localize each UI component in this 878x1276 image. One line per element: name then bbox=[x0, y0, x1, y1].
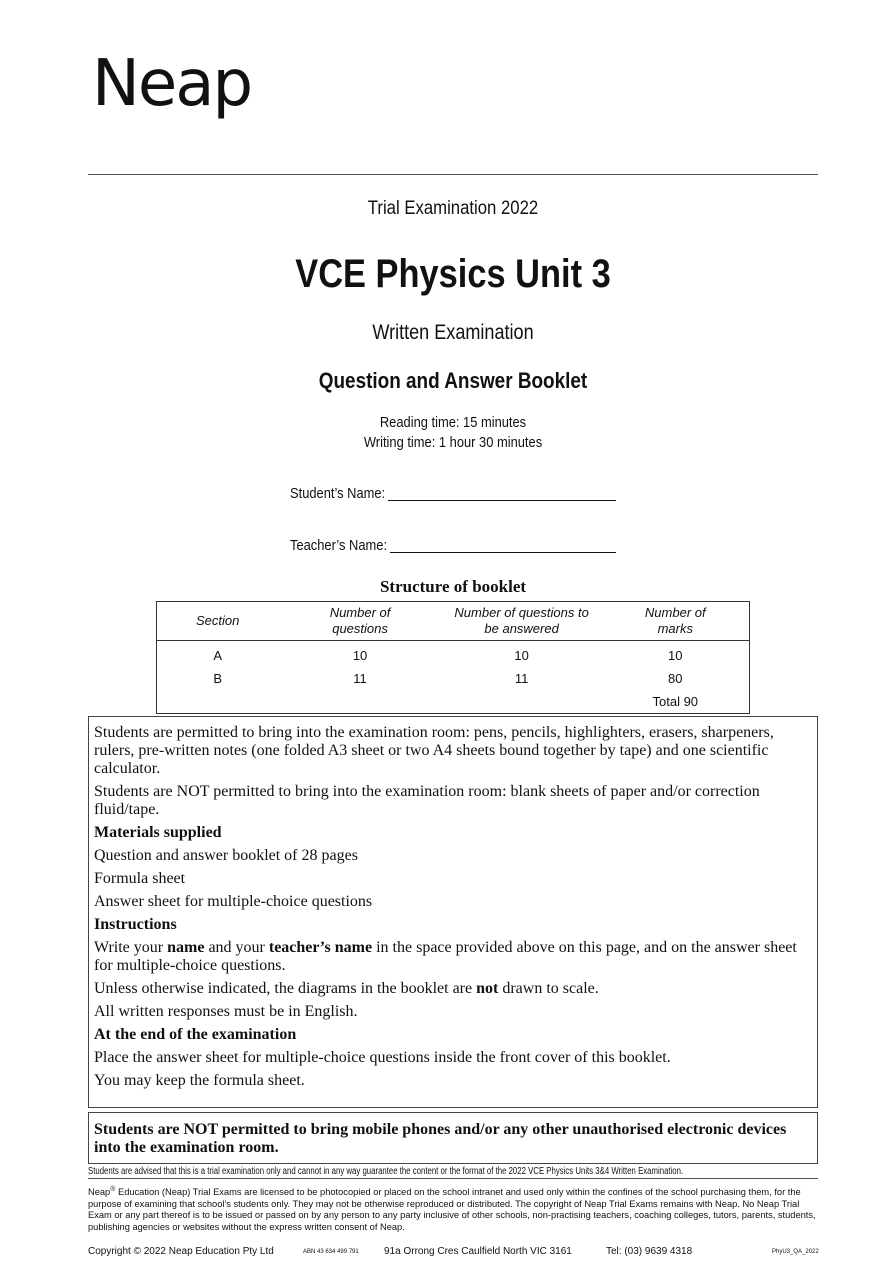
document-code: PhyU3_QA_2022 bbox=[772, 1249, 819, 1255]
mobile-phone-warning: Students are NOT permitted to bring mobile phones and/or any other unauthorised electronic devices into the examination room. bbox=[94, 1121, 787, 1156]
table-row bbox=[157, 667, 750, 690]
end-instruction: You may keep the formula sheet. bbox=[94, 1072, 305, 1089]
instructions-heading: Instructions bbox=[94, 916, 177, 933]
diagrams-instruction: Unless otherwise indicated, the diagrams in the booklet are not drawn to scale. bbox=[94, 980, 599, 997]
writing-time: Writing time: 1 hour 30 minutes bbox=[363, 434, 543, 451]
booklet-title: Question and Answer Booklet bbox=[318, 368, 588, 393]
total-marks: Total 90 bbox=[652, 694, 699, 709]
structure-table bbox=[156, 601, 750, 714]
copyright: Copyright © 2022 Neap Education Pty Ltd bbox=[88, 1246, 274, 1257]
teacher-name-label: Teacher’s Name: bbox=[290, 537, 388, 554]
write-name-instruction: Write your name and your teacher’s name in the space provided above on this page, and on the answer sheet for multiple-choice questions. bbox=[94, 939, 797, 974]
instructions-box bbox=[88, 716, 818, 1108]
student-name-label: Student’s Name: bbox=[290, 485, 386, 502]
table-cell: 11 bbox=[514, 671, 529, 686]
warning-box bbox=[88, 1112, 818, 1164]
teacher-name-field[interactable] bbox=[390, 552, 616, 553]
page-title: VCE Physics Unit 3 bbox=[295, 252, 611, 296]
table-cell: 10 bbox=[514, 648, 529, 663]
material-item: Formula sheet bbox=[94, 870, 186, 887]
table-cell: 10 bbox=[668, 648, 683, 663]
table-cell: 80 bbox=[668, 671, 683, 686]
student-name-field[interactable] bbox=[388, 500, 616, 501]
table-cell: A bbox=[213, 648, 223, 663]
materials-heading: Materials supplied bbox=[94, 824, 222, 841]
structure-heading: Structure of booklet bbox=[379, 577, 527, 596]
table-cell: 10 bbox=[352, 648, 368, 663]
material-item: Answer sheet for multiple-choice questions bbox=[94, 893, 373, 910]
english-instruction: All written responses must be in English. bbox=[94, 1003, 358, 1020]
column-header: Number of questions bbox=[278, 602, 441, 641]
table-row bbox=[157, 641, 750, 668]
permitted-items-text: Students are permitted to bring into the examination room: pens, pencils, highlighters, erasers, sharpeners, rulers, pre-written notes (one folded A3 sheet or two A4 sheets bound together by tape) and one scientific calculator. bbox=[94, 724, 774, 777]
table-row bbox=[157, 690, 750, 714]
not-permitted-items-text: Students are NOT permitted to bring into the examination room: blank sheets of paper and/or correction fluid/tape. bbox=[94, 783, 760, 818]
abn: ABN 43 634 499 791 bbox=[303, 1249, 359, 1255]
footer-divider bbox=[88, 1178, 818, 1179]
column-header: Section bbox=[157, 602, 279, 641]
exam-type: Trial Examination 2022 bbox=[367, 198, 539, 219]
table-cell: 11 bbox=[353, 671, 367, 686]
column-header: Number of questions to be answered bbox=[442, 602, 602, 641]
exam-subtitle: Written Examination bbox=[372, 321, 534, 344]
table-cell: B bbox=[213, 671, 223, 686]
neap-logo: Neap bbox=[92, 47, 252, 121]
end-instruction: Place the answer sheet for multiple-choice questions inside the front cover of this booklet. bbox=[94, 1049, 671, 1066]
trial-disclaimer: Students are advised that this is a trial examination only and cannot in any way guarantee the content or the format of the 2022 VCE Physics Units 3&4 Written Examination. bbox=[88, 1166, 684, 1177]
material-item: Question and answer booklet of 28 pages bbox=[94, 847, 358, 864]
address: 91a Orrong Cres Caulfield North VIC 3161 bbox=[384, 1246, 572, 1257]
license-notice: Neap® Education (Neap) Trial Exams are licensed to be photocopied or placed on the school intranet and used only within the confines of the school purchasing them, for the purpose of examining that school's students only. They may not be otherwise reproduced or distributed. The copyright of Neap Trial Exams remains with Neap. No Neap Trial Exam or any part thereof is to be issued or passed on by any person to any party inclusive of other schools, non-practising teachers, coaching colleges, tutors, parents, students, publishing agencies or websites without the express written consent of Neap. bbox=[88, 1186, 816, 1232]
header-divider bbox=[88, 174, 818, 175]
telephone: Tel: (03) 9639 4318 bbox=[606, 1246, 693, 1257]
end-of-exam-heading: At the end of the examination bbox=[94, 1026, 297, 1043]
reading-time: Reading time: 15 minutes bbox=[379, 414, 527, 431]
column-header: Number of marks bbox=[602, 602, 750, 641]
